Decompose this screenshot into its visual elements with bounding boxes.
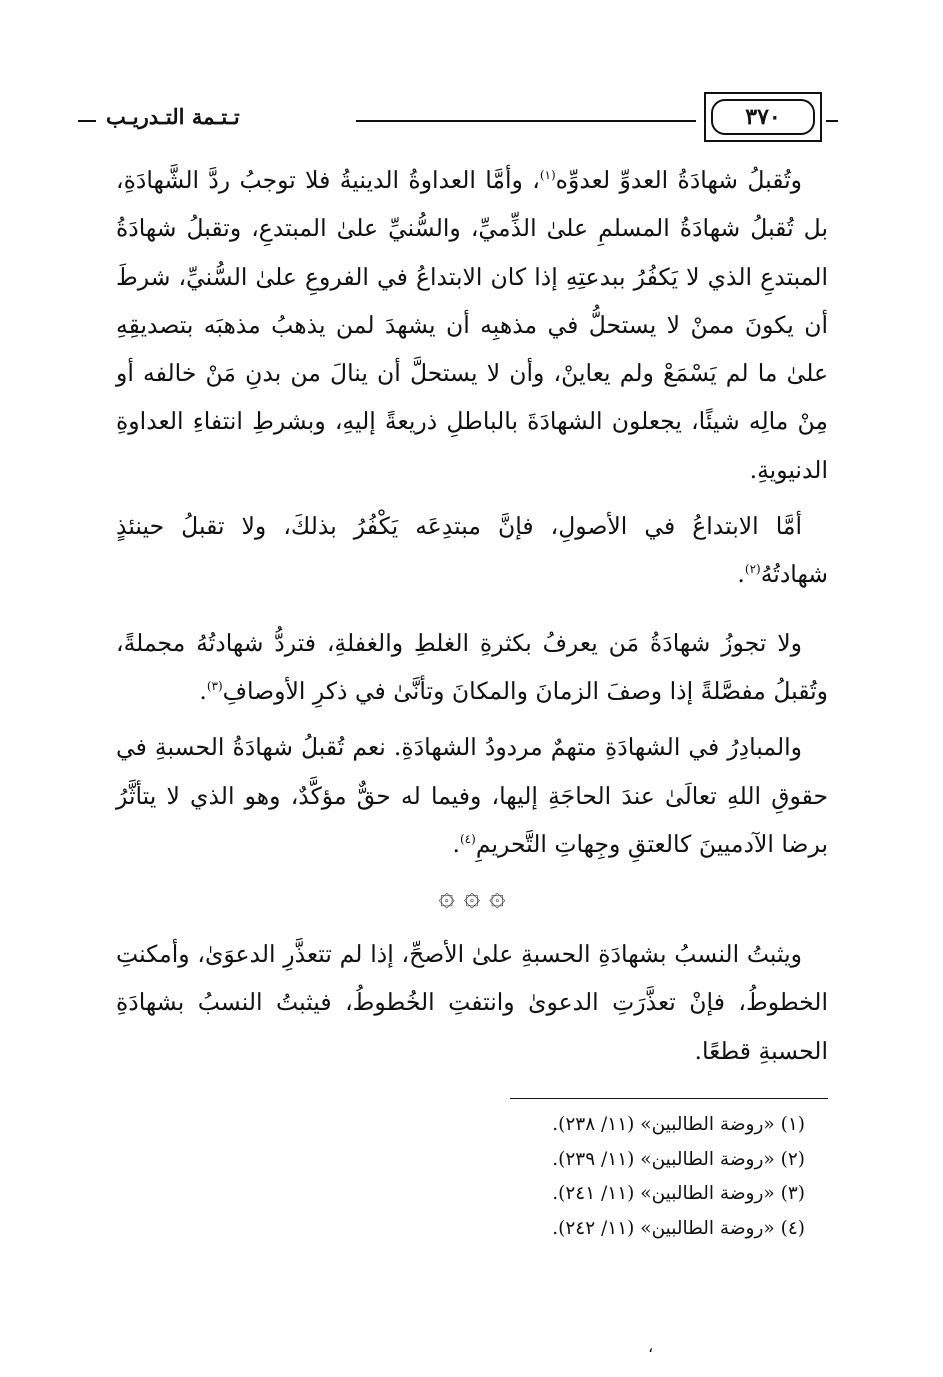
paragraph-1-text-a: وتُقبلُ شهادَةُ العدوِّ لعدوِّه (555, 166, 802, 194)
footnote-ref-4[interactable]: (٤) (459, 832, 476, 847)
paragraph-2-text-b: . (737, 560, 745, 589)
paragraph-4-text-a: والمبادِرُ في الشهادَةِ متهمٌ مردودُ الشهادَةِ. نعم تُقبلُ شهادَةُ الحسبةِ في حقوقِ اللهِ تعالَىٰ عندَ الحاجَةِ إليها، وفيما له حقٌّ مؤكَّدٌ، وهو الذي لا يتأثَّرُ برضا الآدميينَ كالعتقِ وجِهاتِ التَّحريمِ (116, 733, 828, 858)
paragraph-4-text-b: . (452, 829, 460, 858)
paragraph-3-text-a: ولا تجوزُ شهادَةُ مَن يعرفُ بكثرةِ الغلطِ والغفلةِ، فتردُّ شهادتُهُ مجملةً، وتُقبلُ مفصَّلةً إذا وصفَ الزمانَ والمكانَ وتأنَّىٰ في ذكرِ الأوصافِ (116, 628, 828, 705)
paragraph-3-text-b: . (199, 676, 207, 705)
bottom-mark: ، (648, 1337, 654, 1356)
main-text (116, 156, 828, 1075)
page-number-box (704, 92, 822, 142)
paragraph-4 (116, 723, 828, 868)
running-header (78, 92, 838, 146)
footnote-ref-1[interactable]: (١) (539, 168, 556, 183)
paragraph-2 (116, 502, 828, 599)
footnote-ref-2[interactable]: (٢) (744, 562, 761, 577)
paragraph-1 (116, 156, 828, 494)
paragraph-5: ويثبتُ النسبُ بشهادَةِ الحسبةِ علىٰ الأصحِّ، إذا لم تتعذَّرِ الدعوَىٰ، وأمكنتِ الخطوطُ، فإنْ تعذَّرَتِ الدعوىٰ وانتفتِ الخُطوطُ، فيثبتُ النسبُ بشهادَةِ الحسبةِ قطعًا. (116, 940, 828, 1065)
section-ornament: ۞ ۞ ۞ (438, 879, 506, 913)
running-title: تـتـمة التـدريـب (106, 104, 240, 129)
paragraph-1-text-b: ، وأمَّا العداوةُ الدينيةُ فلا توجبُ ردَّ الشَّهادَةِ، بل تُقبلُ شهادَةُ المسلمِ علىٰ الذِّميِّ، والسُّنيِّ علىٰ المبتدعِ، وتقبلُ شهادَةُ المبتدعِ الذي لا يَكفُرُ ببدعتِهِ إذا كان الابتداعُ في الفروعِ علىٰ السُّنيِّ، شرطَ أن يكونَ ممنْ لا يستحلُّ في مذهبِه أن يشهدَ لمن يذهبُ مذهبَه بتصديقِهِ علىٰ ما لم يَسْمَعْ ولم يعاينْ، وأن لا يستحلَّ أن ينالَ من بدنِ مَنْ خالفه أو مِنْ مالِه شيئًا، يجعلون الشهادَةَ بالباطلِ ذريعةً إليهِ، وبشرطِ انتفاءِ العداوةِ الدنيويةِ. (116, 166, 828, 484)
header-rule-middle (356, 120, 696, 122)
footnote-3: (٣) «روضة الطالبين» (١١/ ٢٤١). (552, 1183, 805, 1204)
header-rule-right (826, 120, 838, 122)
footnote-4: (٤) «روضة الطالبين» (١١/ ٢٤٢). (552, 1217, 805, 1239)
footnotes (105, 1108, 805, 1246)
footnote-ref-3[interactable]: (٣) (206, 679, 223, 694)
footnote-separator (510, 1098, 828, 1099)
footnote-2: (٢) «روضة الطالبين» (١١/ ٢٣٩). (552, 1148, 805, 1170)
paragraph-2-text-a: أمَّا الابتداعُ في الأصولِ، فإنَّ مبتدِعَه يَكْفُرُ بذلكَ، ولا تقبلُ حينئذٍ شهادتُهُ (116, 512, 828, 589)
page-number: ٣٧٠ (711, 99, 815, 135)
header-rule-left (78, 120, 96, 122)
footnote-1: (١) «روضة الطالبين» (١١/ ٢٣٨). (552, 1114, 805, 1135)
paragraph-3 (116, 619, 828, 716)
